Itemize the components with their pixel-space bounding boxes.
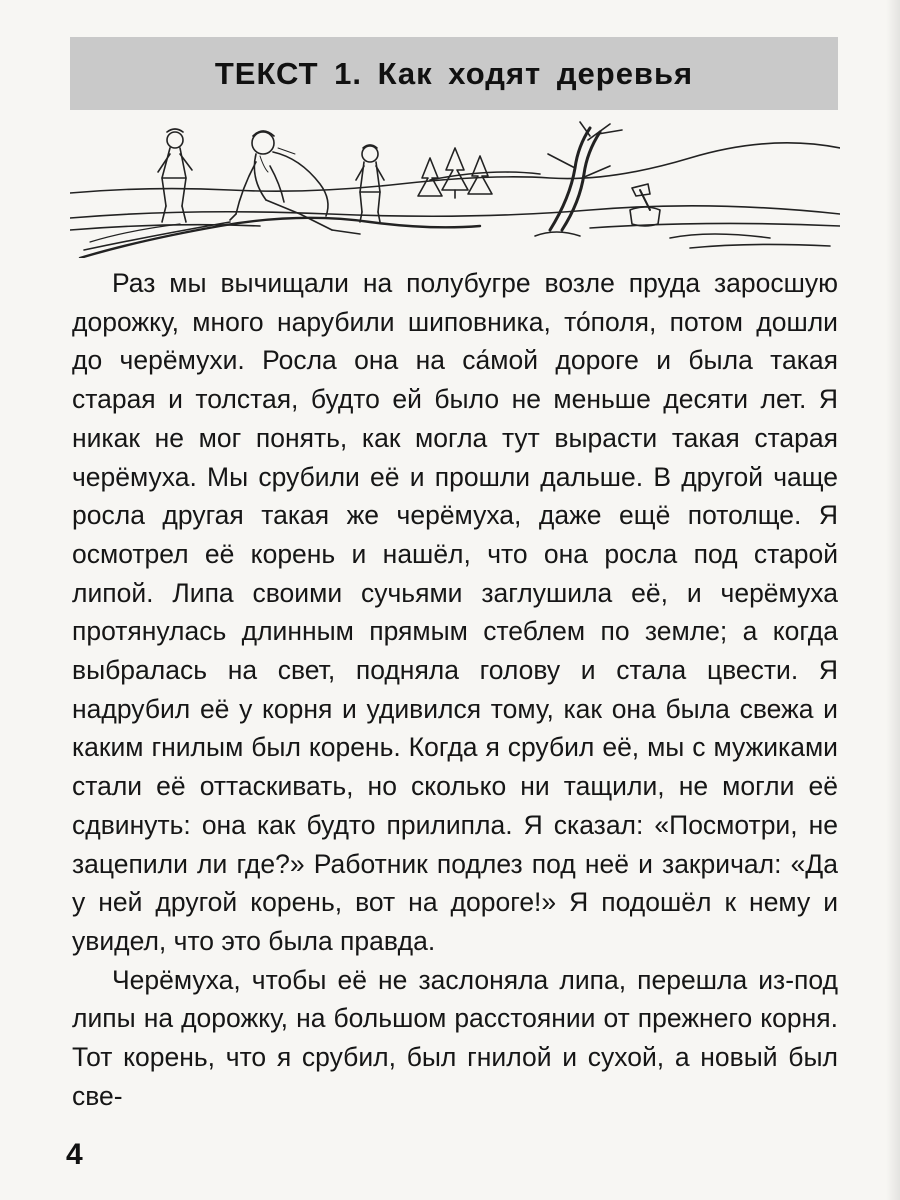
story-text	[72, 264, 838, 1115]
worker-left	[158, 129, 192, 222]
paragraph-1: Раз мы вычищали на полубугре возле пруда заросшую дорожку, много нарубили шиповника, то́поля, потом дошли до черёмухи. Росла она на са́мой дороге и была такая старая и толстая, будто ей было не меньше десяти лет. Я никак не мог понять, как могла тут вырасти такая старая черёмуха. Мы срубили её и прошли дальше. В другой чаще росла другая такая же черёмуха, даже ещё потолще. Я осмотрел её корень и нашёл, что она росла под старой липой. Липа своими сучьями заглушила её, и черёмуха протянулась длинным прямым стеблем по земле; а когда выбралась на свет, подняла голову и стала цвести. Я надрубил её у корня и удивился тому, как она была свежа и каким гнилым был корень. Когда я срубил её, мы с мужиками стали её оттаскивать, но сколько ни тащили, не могли её сдвинуть: она как будто прилипла. Я сказал: «Посмотри, не зацепили ли где?» Работник подлез под неё и закричал: «Да у ней другой корень, вот на дороге!» Я подошёл к нему и увидел, что это была правда.	[72, 268, 838, 956]
paragraph-2: Черёмуха, чтобы её не заслоняла липа, перешла из-под липы на дорожку, на большом расстоянии от прежнего корня. Тот корень, что я срубил, был гнилой и сухой, а новый был све-	[72, 964, 838, 1111]
worker-standing	[356, 145, 384, 222]
title-banner	[70, 37, 838, 110]
illustration-felling-cherry-tree	[70, 118, 840, 258]
page-number: 4	[66, 1138, 83, 1171]
axe-in-stump	[630, 184, 660, 226]
page-edge-shadow	[886, 0, 900, 1200]
page-title: ТЕКСТ 1. Как ходят деревья	[214, 55, 694, 91]
